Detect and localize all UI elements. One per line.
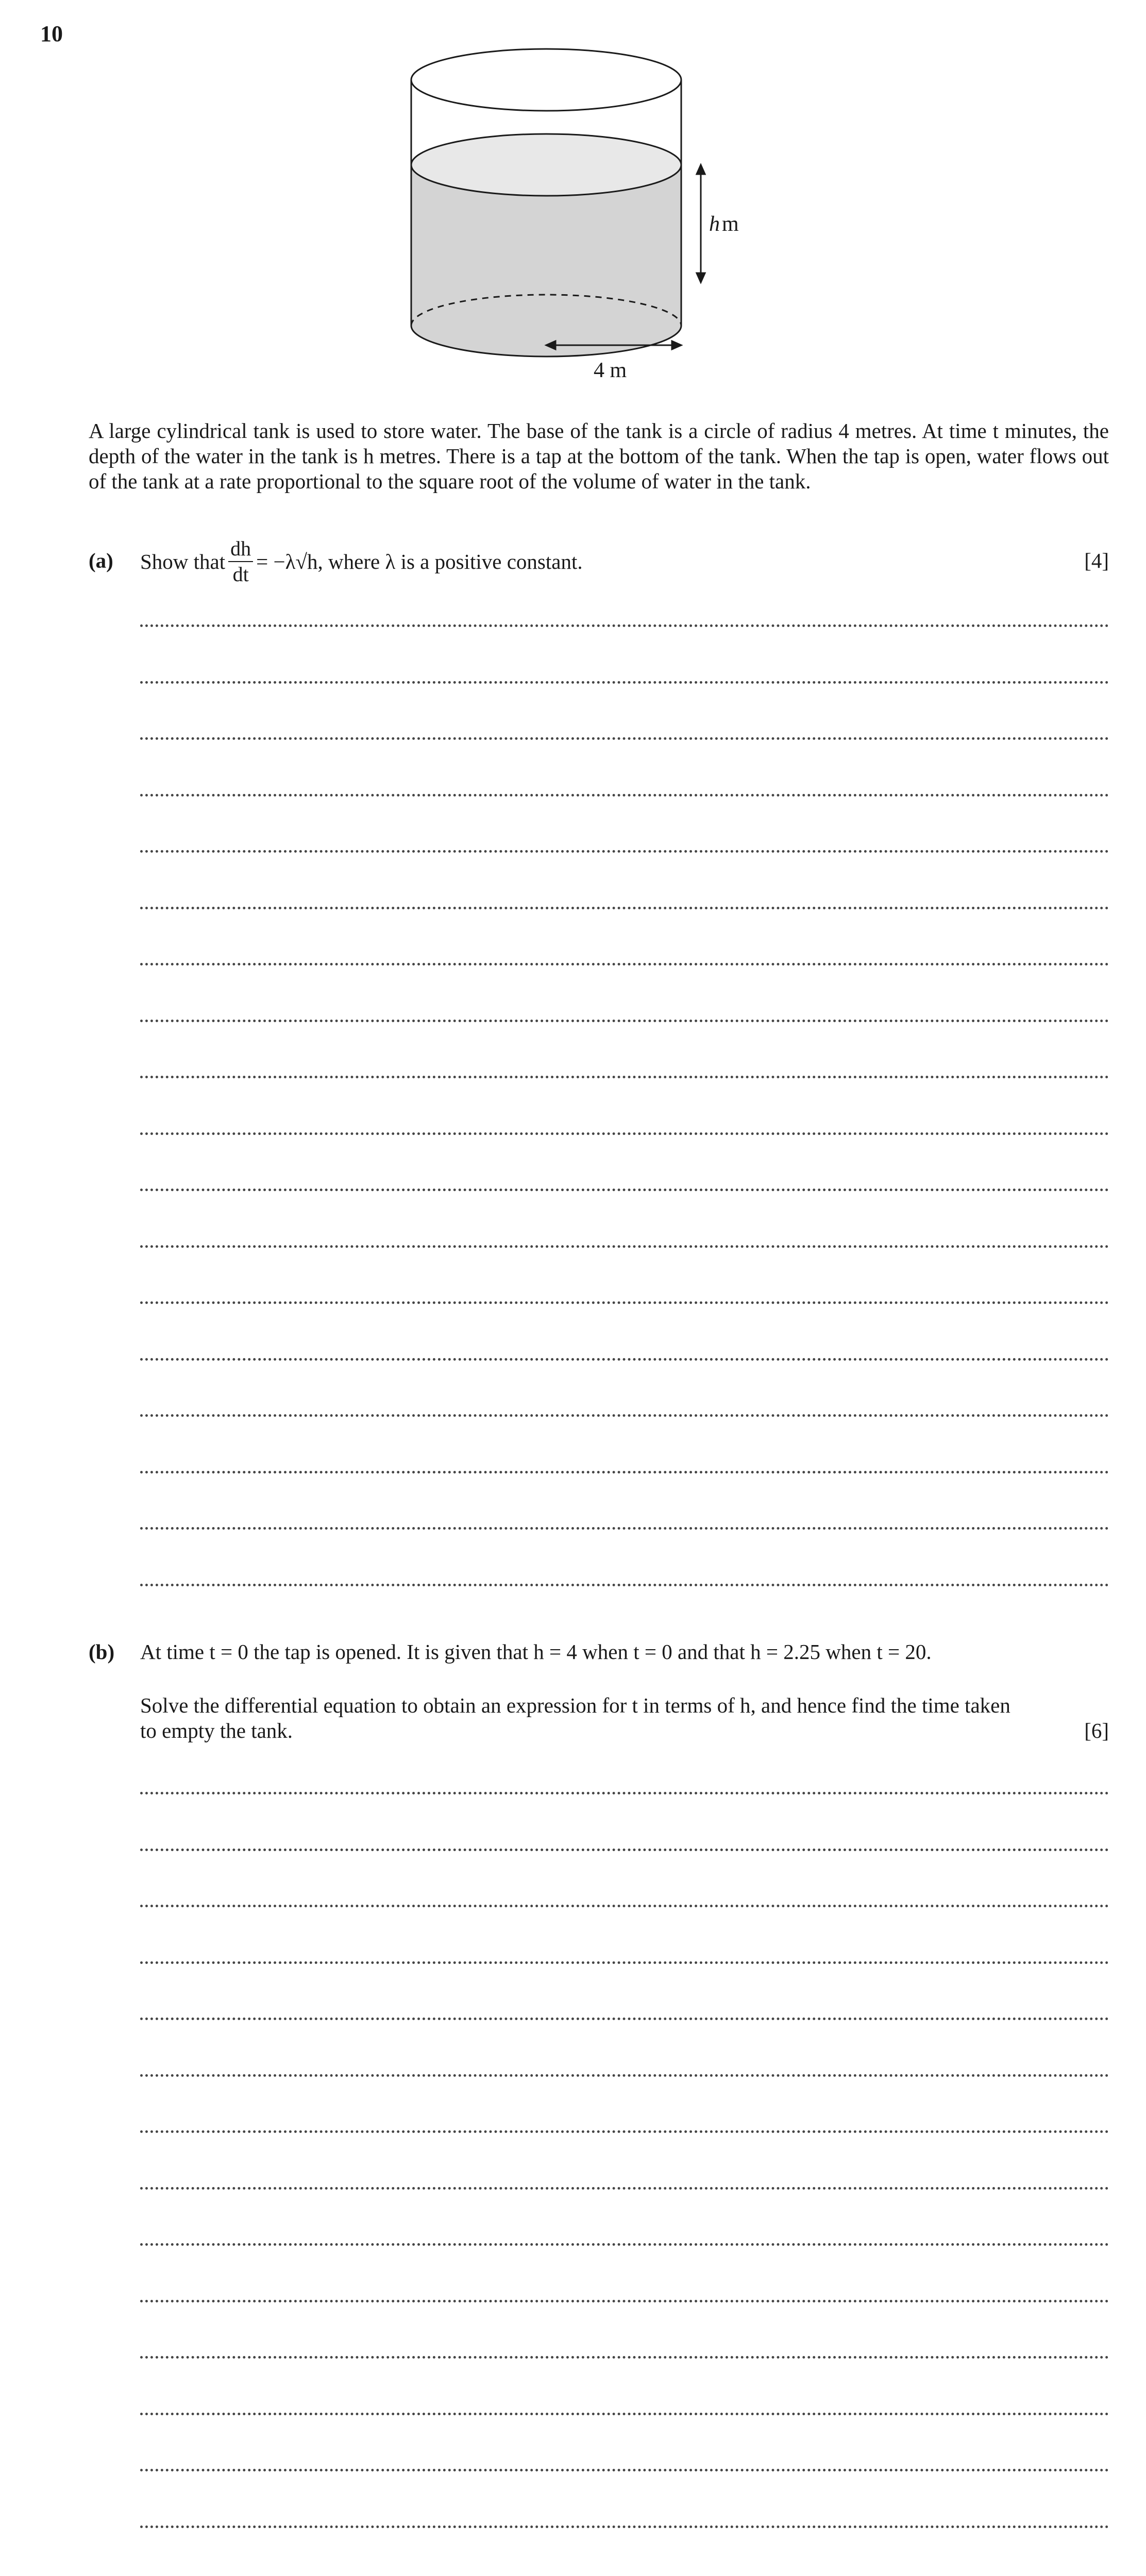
part-a-text-after: , where λ is a positive constant. [317,549,583,573]
fraction-numerator: dh [228,538,253,562]
part-b-label: (b) [89,1640,115,1664]
intro-paragraph: A large cylindrical tank is used to store water. The base of the tank is a circle of radius 4 metres. At time t minutes, the depth of the water in the tank is h metres. There is a tap at the bottom of the tank. When the tap is open, water flows out of the tank at a rate proportional to the square root of the volume of water in the tank. [89,419,1109,493]
answer-line[interactable] [140,1527,1109,1530]
answer-line[interactable] [140,1132,1109,1135]
cylinder-tank-diagram [402,41,763,397]
answer-line[interactable] [140,1020,1109,1022]
answer-line[interactable] [140,624,1109,627]
answer-line[interactable] [140,2187,1109,2190]
answer-line[interactable] [140,2243,1109,2246]
part-a-marks: [4] [1084,549,1109,572]
radius-label: 4 m [594,359,627,382]
answer-line[interactable] [140,1414,1109,1417]
svg-text:hm [709,212,739,236]
fraction-denominator: dt [232,563,249,586]
answer-line[interactable] [140,850,1109,853]
part-b-line-1: At time t = 0 the tap is opened. It is given that h = 4 when t = 0 and that h = 2.25 when t = 20. [140,1640,932,1664]
answer-line[interactable] [140,2469,1109,2471]
answer-line[interactable] [140,1961,1109,1964]
answer-line[interactable] [140,2526,1109,2528]
answer-line[interactable] [140,2413,1109,2415]
equation-rhs: = −λ√h [256,549,318,573]
answer-line[interactable] [140,737,1109,740]
answer-line[interactable] [140,1301,1109,1304]
answer-line[interactable] [140,963,1109,965]
answer-line[interactable] [140,1358,1109,1361]
answer-line[interactable] [140,1849,1109,1851]
answer-line[interactable] [140,1245,1109,1248]
answer-line[interactable] [140,2356,1109,2359]
part-a-question [140,536,583,587]
question-number: 10 [40,21,63,46]
answer-line[interactable] [140,907,1109,909]
height-label-unit: m [722,212,739,236]
answer-line[interactable] [140,1905,1109,1907]
derivative-fraction [228,538,253,585]
answer-line[interactable] [140,1471,1109,1473]
answer-line[interactable] [140,1076,1109,1078]
part-a-text-before: Show that [140,549,226,573]
answer-line[interactable] [140,1584,1109,1586]
part-b-line-2: Solve the differential equation to obtain an expression for t in terms of h, and hence find the time taken to empty the tank. [140,1693,1010,1742]
answer-line[interactable] [140,681,1109,684]
answer-line[interactable] [140,2074,1109,2077]
height-label-var: h [709,212,720,236]
answer-line[interactable] [140,1792,1109,1794]
answer-line[interactable] [140,1189,1109,1191]
answer-line[interactable] [140,2130,1109,2133]
answer-line[interactable] [140,794,1109,796]
answer-line[interactable] [140,2018,1109,2020]
answer-line[interactable] [140,2300,1109,2302]
part-b-marks: [6] [1084,1719,1109,1742]
part-a-label: (a) [89,549,113,572]
